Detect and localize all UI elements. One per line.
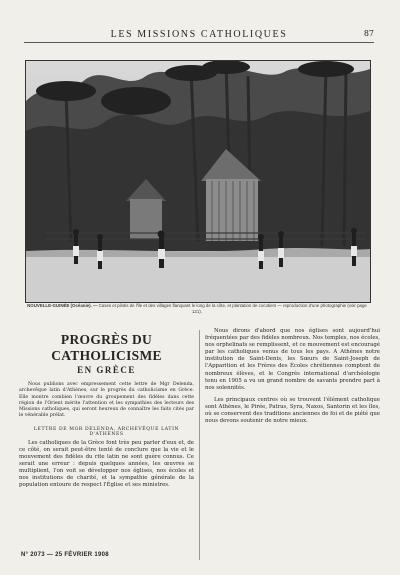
header-rule — [24, 42, 374, 43]
photograph — [25, 60, 371, 303]
left-paragraph: Les catholiques de la Grèce font très peu parler d'eux et, de ce côté, on serait peut-être tenté de conclure que la vie et le mouvement des fidèles du rite latin ne sont guère connus. Ce serait une erreur : depuis quelques années, les œuvres se multiplient, l'on voit se développer nos églises, nos écoles et nos institutions de charité, et la sympathie générale de la population entoure de respect l'Église et ses ministres. — [19, 439, 194, 489]
article-title: PROGRÈS DU CATHOLICISME — [51, 332, 162, 363]
article-subtitle: EN GRÈCE — [77, 365, 136, 375]
left-column — [19, 328, 194, 494]
article-intro: Nous publions avec empressement cette lettre de Mgr Delenda, archevêque latin d'Athènes, sur le progrès du catholicisme en Grèce. Elle montre combien l'œuvre du groupement des fidèles dans cette région de l'Orient mérite l'attention et les sympathies des lecteurs des Missions catholiques, qui seront heureux de connaître les faits cités par le vénérable prélat. — [19, 382, 194, 419]
photograph-image — [26, 61, 370, 302]
issue-footer: N° 2073 — 25 FÉVRIER 1908 — [21, 552, 109, 558]
right-paragraph: Les principaux centres où se trouvent l'élément catholique sont Athènes, le Pirée, Patras, Syra, Naxos, Santorin et les îles, où se conservent des traditions anciennes de foi et de piété que nous devons soutenir de notre mieux. — [205, 396, 380, 425]
right-paragraph: Nous dirons d'abord que nos églises sont aujourd'hui fréquentées par des fidèles nombreux. Nos temples, nos écoles, nos orphelinats se remplissent, et ce mouvement est encouragé par les catholiques venus de tous les pays. A Athènes notre institution de Saint-Denis, les Sœurs de Saint-Joseph de l'Apparition et les Frères des Écoles chrétiennes comptent de nombreux élèves, et le Congrès international d'archéologie tenu en 1905 a vu un grand nombre de savants prendre part à nos solennités. — [205, 328, 380, 391]
caption-text: Cases et pilotis de l'île et des villages flanquant le long de la côte, et plantation de cocotiers — reproduction d'une photographie (voir page 121). — [98, 303, 367, 315]
page-header — [24, 29, 374, 43]
right-column — [205, 328, 380, 430]
photo-caption — [25, 303, 369, 315]
running-title: LES MISSIONS CATHOLIQUES — [110, 29, 288, 40]
letter-heading: LETTRE DE MGR DELENDA, ARCHEVÊQUE LATIN D'ATHÈNES — [33, 426, 180, 437]
column-divider — [199, 330, 200, 560]
page-number: 87 — [363, 29, 374, 38]
caption-lead: NOUVELLE-GUINÉE (Océanie). — — [27, 303, 98, 308]
